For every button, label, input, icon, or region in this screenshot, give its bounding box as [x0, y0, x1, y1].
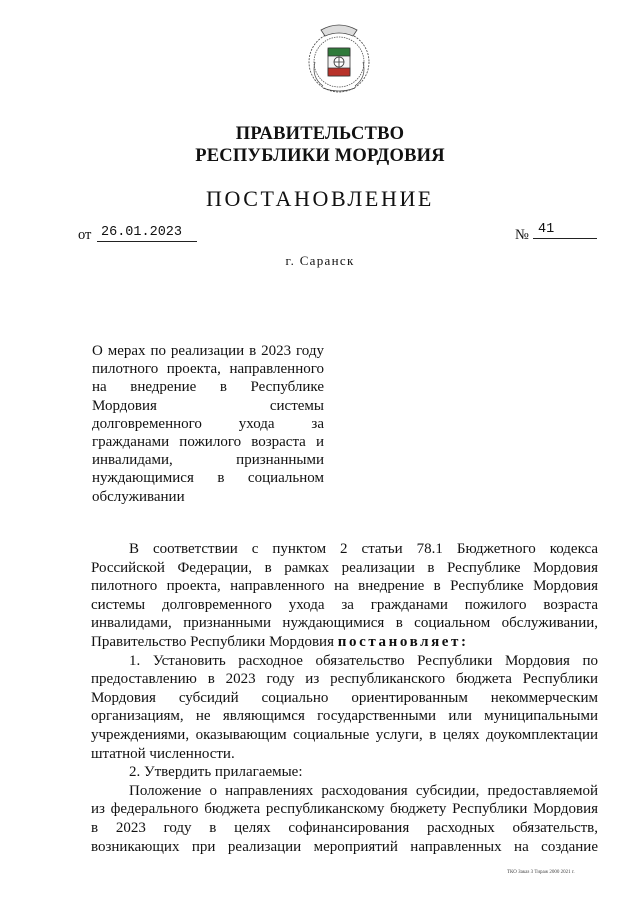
document-body — [91, 540, 598, 856]
subject-line: инвалидами, признанными — [92, 452, 324, 469]
body-line: В соответствии с пунктом 2 статьи 78.1 Бюджетного кодекса — [129, 541, 598, 557]
body-line: организациям, не являющимся государственными или муниципальными — [91, 708, 598, 725]
print-mark: ТКО Заказ 3 Тираж 2000 2021 г. — [507, 870, 575, 875]
body-line: штатной численности. — [91, 745, 235, 762]
body-line: из федерального бюджета республиканскому бюджету Республики Мордовия — [91, 801, 598, 818]
body-line: инвалидами, признанными нуждающимися в социальном обслуживании, — [91, 615, 598, 632]
document-subject — [92, 342, 324, 506]
body-line: Положение о направлениях расходования субсидии, предоставляемой — [129, 782, 598, 799]
subject-line: долговременного ухода за — [92, 415, 324, 432]
subject-line: обслуживании — [92, 488, 185, 505]
subject-line: на внедрение в Республике — [92, 379, 324, 396]
subject-line: гражданами пожилого возраста и — [92, 433, 324, 450]
resolves-word: постановляет: — [337, 633, 469, 650]
body-line: учреждениями, оказывающим социальные услуги, в целях доукомплектации — [91, 726, 598, 743]
body-line: 2. Утвердить прилагаемые: — [129, 764, 303, 781]
body-line: Мордовия субсидий социально ориентированным некоммерческим — [91, 689, 598, 706]
body-line — [91, 633, 598, 652]
government-title-line1: ПРАВИТЕЛЬСТВО — [235, 124, 405, 144]
body-line: системы долговременного ухода за гражданами пожилого возраста — [91, 596, 598, 613]
body-line: 1. Установить расходное обязательство Республики Мордовия по — [129, 652, 598, 669]
city-line: г. Саранск — [285, 253, 355, 268]
body-line: Российской Федерации, в рамках реализации в Республике Мордовия — [91, 559, 598, 576]
body-line: в 2023 году в целях софинансирования расходных обязательств, — [91, 819, 598, 836]
subject-line: нуждающимися в социальном — [92, 470, 324, 487]
document-date: 26.01.2023 — [97, 225, 197, 242]
body-line: предоставлению в 2023 году из республиканского бюджета Республики — [91, 671, 598, 688]
date-prefix: от — [78, 227, 92, 243]
body-line: пилотного проекта, направленного на внедрение в Республике Мордовия — [91, 578, 598, 595]
body-line: возникающих при реализации мероприятий направленных на создание — [91, 838, 598, 855]
subject-line: пилотного проекта, направленного — [92, 361, 324, 378]
subject-line: Мордовия системы — [92, 397, 324, 414]
government-name-text: Правительство Республики Мордовия — [91, 633, 338, 650]
document-number: 41 — [533, 221, 597, 239]
coat-of-arms-emblem — [301, 22, 377, 98]
document-type-title: ПОСТАНОВЛЕНИЕ — [206, 186, 434, 211]
number-prefix: № — [515, 227, 529, 243]
subject-line: О мерах по реализации в 2023 году — [92, 343, 324, 359]
government-title-line2: РЕСПУБЛИКИ МОРДОВИЯ — [195, 146, 445, 166]
